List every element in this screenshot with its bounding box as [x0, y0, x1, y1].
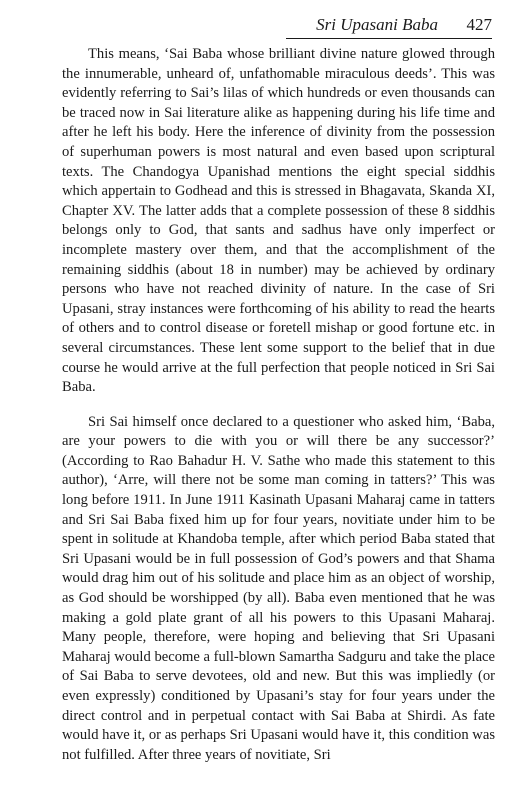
running-header	[0, 14, 514, 40]
page-number: 427	[466, 15, 492, 34]
page-body	[62, 45, 495, 765]
running-header-title: Sri Upasani Baba	[316, 15, 438, 34]
header-underline	[286, 38, 492, 39]
paragraph: Sri Sai himself once declared to a questioner who asked him, ‘Baba, are your powers to die with you or will there be any successor?’ (According to Rao Bahadur H. V. Sathe who made this statement to this author), ‘Arre, will there not be some man coming in tatters?’ This was long before 1911. In June 1911 Kasinath Upasani Maharaj came in tatters and Sri Sai Baba fixed him up for four years, novitiate under him to be spent in solitude at Khandoba temple, after which period Baba stated that Sri Upasani would be in full possession of God’s powers and that Shama would drag him out of his solitude and place him as an object of worship, as God should be worshipped (by all). Baba even mentioned that he was making a gold plate grant of all his powers to this Upasani Maharaj. Many people, therefore, were hoping and believing that Sri Upasani Maharaj would become a full-blown Samartha Sadguru and take the place of Sai Baba to serve devotees, old and new. But this was impliedly (or even expressly) conditioned by Upasani’s stay for four years under the direct control and in perpetual contact with Sai Baba at Shirdi. As fate would have it, or as perhaps Sri Upasani would have it, this condition was not fulfilled. After three years of novitiate, Sri	[62, 413, 495, 763]
paragraph: This means, ‘Sai Baba whose brilliant divine nature glowed through the innumerable, unheard of, unfathomable miraculous deeds’. This was evidently referring to Sai’s lilas of which hundreds or even thousands can be traced now in Sai literature alike as happening during his life time and after he left his body. Here the inference of divinity from the possession of superhuman powers is most natural and even based upon scriptural texts. The Chandogya Upanishad mentions the eight special siddhis which appertain to Godhead and this is stressed in Bhagavata, Skanda XI, Chapter XV. The latter adds that a complete possession of these 8 siddhis belongs only to God, that sants and sadhus have only imperfect or incomplete mastery over them, and that the accomplishment of the remaining siddhis (about 18 in number) may be achieved by ordinary persons who have not reached divinity of nature. In the case of Sri Upasani, stray instances were forthcoming of his ability to read the hearts of others and to control disease or foretell mishap or good fortune etc. in several circumstances. These lent some support to the belief that in due course he would arrive at the full perfection that people noticed in Sri Sai Baba.	[62, 46, 495, 396]
